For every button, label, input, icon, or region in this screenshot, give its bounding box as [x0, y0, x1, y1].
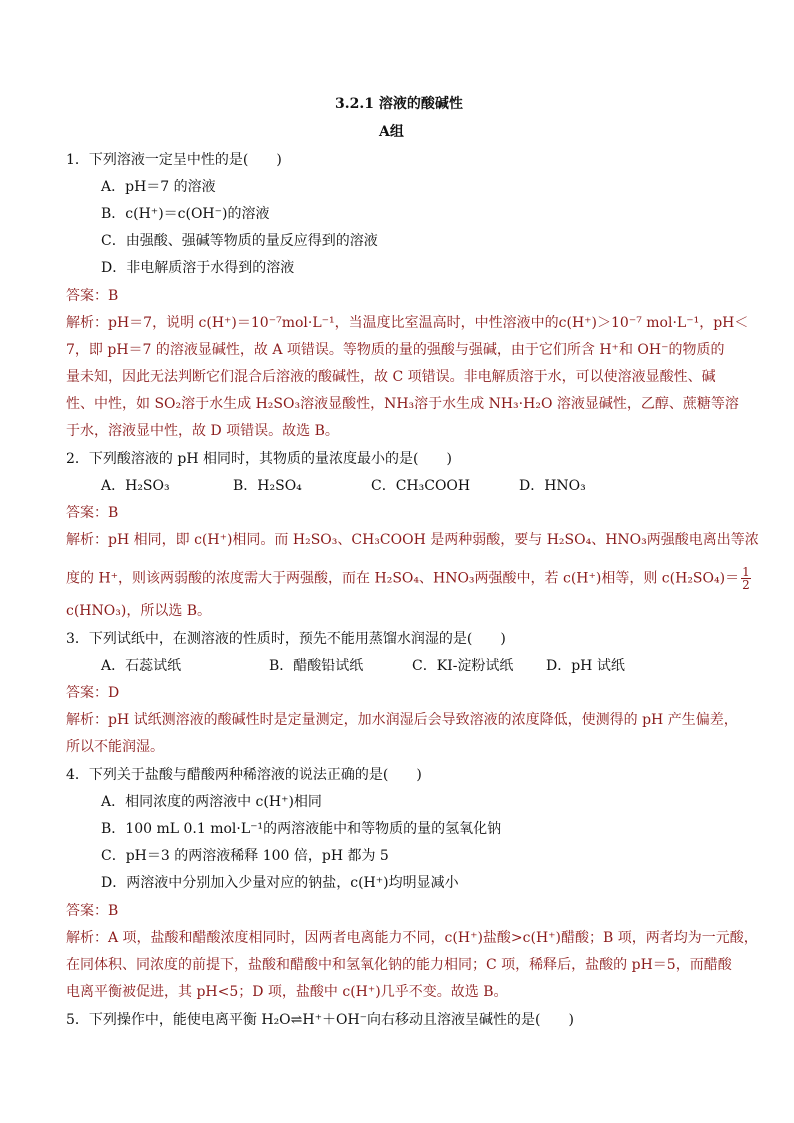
question-2-stem: 2．下列酸溶液的 pH 相同时，其物质的量浓度最小的是( ): [66, 451, 452, 467]
question-1-answer: 答案：B: [66, 288, 119, 304]
question-3-option-d: D．pH 试纸: [546, 658, 625, 674]
question-2-option-c: C．CH₃COOH: [371, 478, 471, 494]
question-2-option-b: B．H₂SO₄: [233, 478, 302, 494]
question-3-answer: 答案：D: [66, 685, 120, 701]
question-2-explanation-line: [66, 566, 751, 591]
group-heading: A组: [379, 124, 404, 140]
question-2-option-a: A．H₂SO₃: [101, 478, 170, 494]
section-title: 3.2.1 溶液的酸碱性: [335, 96, 463, 112]
question-4-option-b: B．100 mL 0.1 mol·L⁻¹的两溶液能中和等物质的量的氢氧化钠: [101, 821, 502, 837]
question-3-explanation-line: 解析：pH 试纸测溶液的酸碱性时是定量测定，加水润湿后会导致溶液的浓度降低，使测得的 pH 产生偏差，: [66, 712, 738, 728]
explanation-text: 度的 H⁺，则该两弱酸的浓度需大于两强酸，而在 H₂SO₄、HNO₃两强酸中，若 c(H⁺)相等，则 c(H₂SO₄)＝: [66, 570, 740, 587]
question-5-stem: 5．下列操作中，能使电离平衡 H₂O⇌H⁺＋OH⁻向右移动且溶液呈碱性的是( ): [66, 1012, 574, 1028]
question-3-stem: 3．下列试纸中，在测溶液的性质时，预先不能用蒸馏水润湿的是( ): [66, 631, 506, 647]
question-2-option-d: D．HNO₃: [519, 478, 586, 494]
question-4-stem: 4．下列关于盐酸与醋酸两种稀溶液的说法正确的是( ): [66, 767, 422, 783]
fraction-denominator: 2: [742, 578, 750, 592]
question-3-option-a: A．石蕊试纸: [101, 658, 182, 674]
question-1-option-d: D．非电解质溶于水得到的溶液: [101, 260, 295, 276]
question-2-explanation-line: c(HNO₃)，所以选 B。: [66, 603, 212, 619]
fraction-numerator: 1: [742, 565, 750, 579]
question-2-explanation-line: 解析：pH 相同，即 c(H⁺)相同。而 H₂SO₃、CH₃COOH 是两种弱酸，要与 H₂SO₄、HNO₃两强酸电离出等浓: [66, 532, 759, 548]
question-1-explanation-line: 解析：pH＝7，说明 c(H⁺)＝10⁻⁷mol·L⁻¹，当温度比室温高时，中性溶液中的c(H⁺)＞10⁻⁷ mol·L⁻¹，pH＜: [66, 315, 749, 331]
question-3-option-b: B．醋酸铅试纸: [269, 658, 364, 674]
question-1-option-c: C．由强酸、强碱等物质的量反应得到的溶液: [101, 233, 378, 249]
question-1-explanation-line: 7，即 pH＝7 的溶液显碱性，故 A 项错误。等物质的量的强酸与强碱，由于它们所含 H⁺和 OH⁻的物质的: [66, 342, 725, 358]
fraction: [741, 566, 751, 591]
question-1-explanation-line: 于水，溶液显中性，故 D 项错误。故选 B。: [66, 423, 339, 439]
question-4-option-c: C．pH＝3 的两溶液稀释 100 倍，pH 都为 5: [101, 848, 389, 864]
question-2-answer: 答案：B: [66, 505, 119, 521]
question-4-explanation-line: 解析：A 项，盐酸和醋酸浓度相同时，因两者电离能力不同，c(H⁺)盐酸>c(H⁺)醋酸；B 项，两者均为一元酸，: [66, 930, 758, 946]
question-4-option-d: D．两溶液中分别加入少量对应的钠盐，c(H⁺)均明显减小: [101, 875, 459, 891]
question-1-stem: 1．下列溶液一定呈中性的是( ): [66, 152, 282, 168]
question-4-explanation-line: 在同体积、同浓度的前提下，盐酸和醋酸中和氢氧化钠的能力相同；C 项，稀释后，盐酸的 pH＝5，而醋酸: [66, 957, 732, 973]
question-4-answer: 答案：B: [66, 903, 119, 919]
question-3-option-c: C．KI-淀粉试纸: [412, 658, 514, 674]
question-4-option-a: A．相同浓度的两溶液中 c(H⁺)相同: [101, 794, 322, 810]
question-3-explanation-line: 所以不能润湿。: [66, 739, 164, 755]
question-1-explanation-line: 量未知，因此无法判断它们混合后溶液的酸碱性，故 C 项错误。非电解质溶于水，可以使溶液显酸性、碱: [66, 369, 716, 385]
question-1-option-b: B．c(H⁺)＝c(OH⁻)的溶液: [101, 206, 270, 222]
question-1-explanation-line: 性、中性，如 SO₂溶于水生成 H₂SO₃溶液显酸性，NH₃溶于水生成 NH₃·H₂O 溶液显碱性，乙醇、蔗糖等溶: [66, 396, 739, 412]
question-1-option-a: A．pH＝7 的溶液: [101, 179, 216, 195]
question-4-explanation-line: 电离平衡被促进，其 pH<5；D 项，盐酸中 c(H⁺)几乎不变。故选 B。: [66, 984, 508, 1000]
